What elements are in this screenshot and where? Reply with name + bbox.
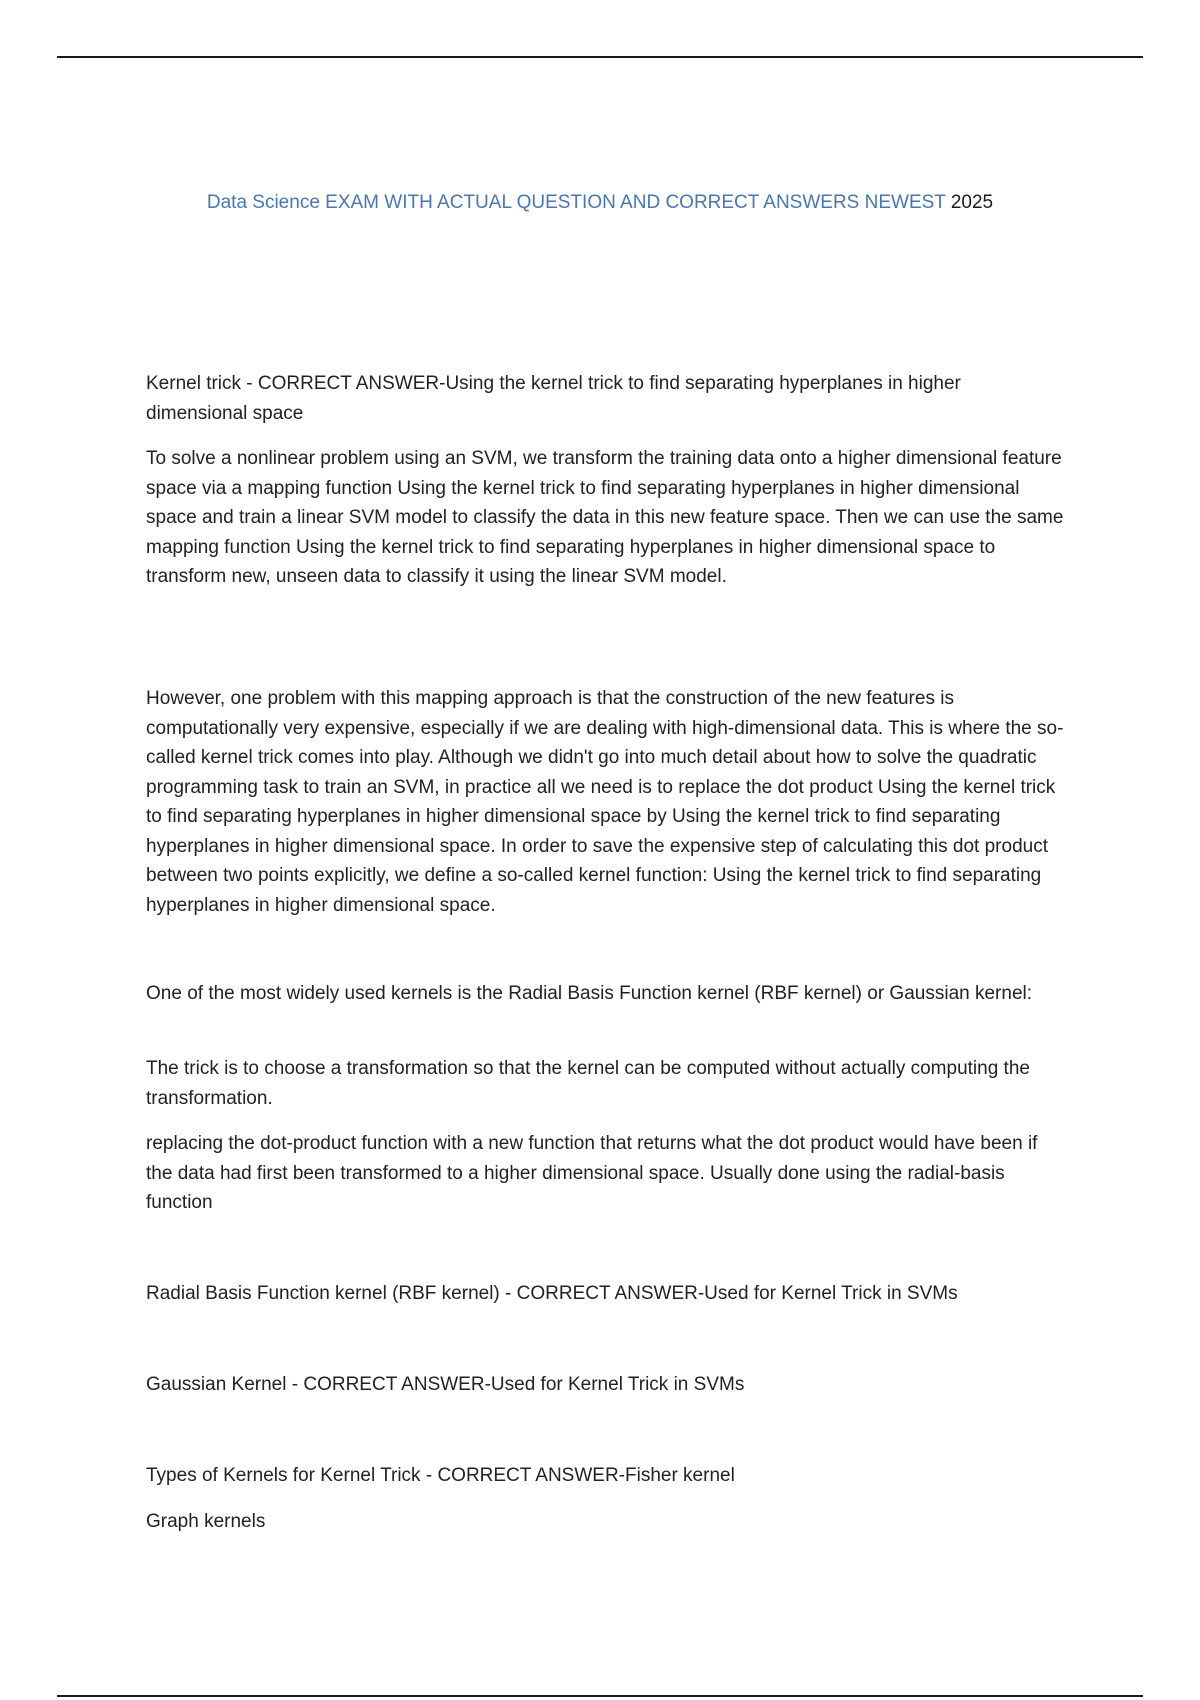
paragraph-kernel-trick-explanation: However, one problem with this mapping approach is that the construction of the new features is computationally very expensive, especially if we are dealing with high-dimensional data. This is where the so-called kernel trick comes into play. Although we didn't go into much detail about how to solve the quadratic programming task to train an SVM, in practice all we need is to replace the dot product Using the kernel trick to find separating hyperplanes in higher dimensional space by Using the kernel trick to find separating hyperplanes in higher dimensional space. In order to save the expensive step of calculating this dot product between two points explicitly, we define a so-called kernel function: Using the kernel trick to find separating hyperplanes in higher dimensional space. — [146, 688, 1064, 916]
qa-gaussian-kernel: Gaussian Kernel - CORRECT ANSWER-Used for Kernel Trick in SVMs — [146, 1374, 745, 1395]
qa-types-of-kernels: Types of Kernels for Kernel Trick - CORRECT ANSWER-Fisher kernel — [146, 1465, 735, 1486]
paragraph-dot-product-replacement: replacing the dot-product function with a new function that returns what the dot product would have been if the data had first been transformed to a higher dimensional space. Usually done using the radial-basis function — [146, 1133, 1038, 1213]
qa-rbf-kernel: Radial Basis Function kernel (RBF kernel) - CORRECT ANSWER-Used for Kernel Trick in SVMs — [146, 1283, 958, 1304]
header-rule — [57, 56, 1143, 58]
footer-rule — [57, 1695, 1143, 1697]
document-title-main: Data Science EXAM WITH ACTUAL QUESTION AND CORRECT ANSWERS NEWEST — [206, 192, 946, 213]
list-item-graph-kernels: Graph kernels — [146, 1511, 266, 1532]
qa-kernel-trick: Kernel trick - CORRECT ANSWER-Using the kernel trick to find separating hyperplanes in higher dimensional space — [146, 373, 961, 424]
paragraph-transformation-trick: The trick is to choose a transformation so that the kernel can be computed without actually computing the transformation. — [146, 1058, 1030, 1109]
document-title-year: 2025 — [950, 192, 994, 213]
document-title — [0, 191, 1200, 215]
paragraph-svm-mapping: To solve a nonlinear problem using an SVM, we transform the training data onto a higher dimensional feature space via a mapping function Using the kernel trick to find separating hyperplanes in higher dimensional space and train a linear SVM model to classify the data in this new feature space. Then we can use the same mapping function Using the kernel trick to find separating hyperplanes in higher dimensional space to transform new, unseen data to classify it using the linear SVM model. — [146, 448, 1064, 587]
paragraph-rbf-intro: One of the most widely used kernels is the Radial Basis Function kernel (RBF kernel) or Gaussian kernel: — [146, 983, 1033, 1004]
